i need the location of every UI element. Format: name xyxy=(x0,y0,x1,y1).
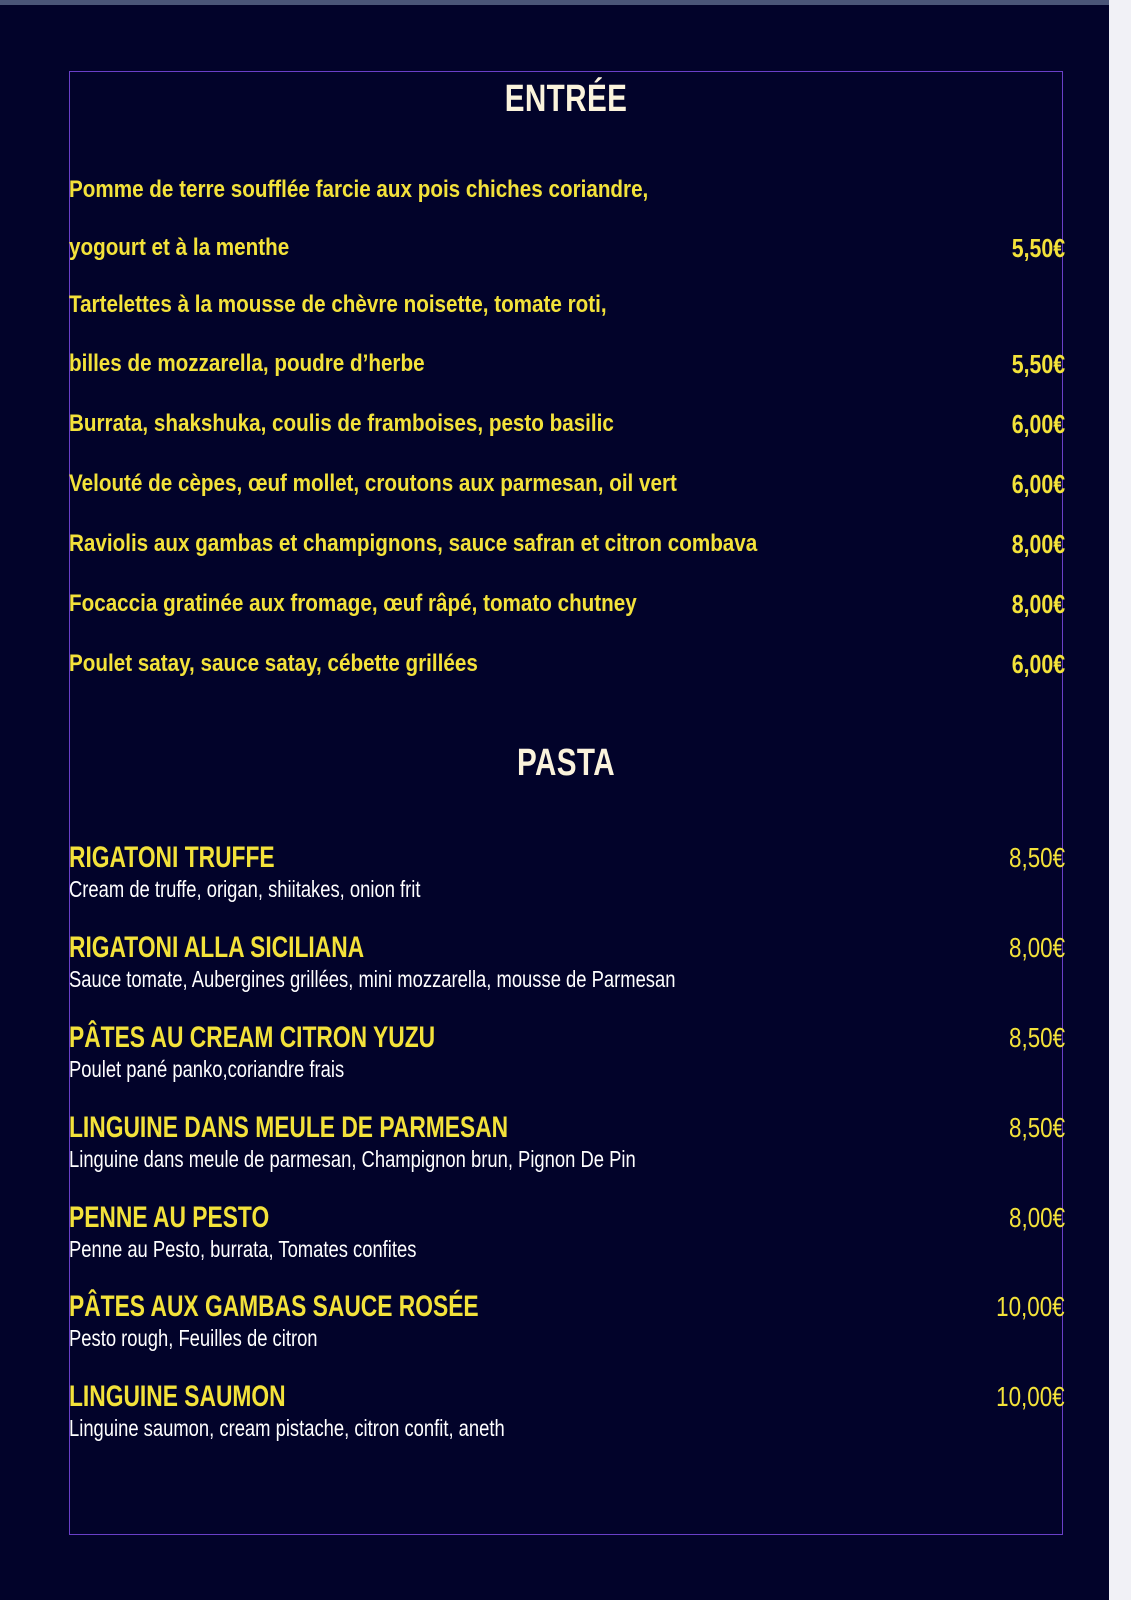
pasta-description: Sauce tomate, Aubergines grillées, mini mozzarella, mousse de Parmesan xyxy=(69,966,676,992)
pasta-item xyxy=(69,1290,1063,1354)
entree-line xyxy=(69,233,1063,263)
entree-line xyxy=(69,175,1063,205)
entree-text: Velouté de cèpes, œuf mollet, croutons aux parmesan, oil vert xyxy=(69,470,677,497)
top-edge xyxy=(0,0,1131,5)
entree-price: 8,00€ xyxy=(1011,589,1065,619)
section-title-pasta: PASTA xyxy=(516,742,616,784)
entree-text: billes de mozzarella, poudre d’herbe xyxy=(69,350,425,377)
entree-price: 8,00€ xyxy=(1011,529,1065,559)
entree-text: Raviolis aux gambas et champignons, sauce safran et citron combava xyxy=(69,530,758,557)
pasta-name: RIGATONI ALLA SICILIANA xyxy=(69,931,365,964)
pasta-price: 10,00€ xyxy=(996,1291,1065,1322)
entree-text: yogourt et à la menthe xyxy=(69,234,290,261)
pasta-name: PÂTES AU CREAM CITRON YUZU xyxy=(69,1021,436,1054)
entree-price: 6,00€ xyxy=(1011,649,1065,679)
entree-line xyxy=(69,649,1063,679)
pasta-name: LINGUINE SAUMON xyxy=(69,1380,286,1413)
entree-text: Poulet satay, sauce satay, cébette grillées xyxy=(69,650,478,677)
section-title-entree: ENTRÉE xyxy=(504,78,628,120)
entree-line xyxy=(69,529,1063,559)
entree-line xyxy=(69,409,1063,439)
entree-price: 6,00€ xyxy=(1011,409,1065,439)
entree-line xyxy=(69,589,1063,619)
entree-text: Focaccia gratinée aux fromage, œuf râpé, tomato chutney xyxy=(69,590,637,617)
pasta-item xyxy=(69,931,1063,995)
pasta-item xyxy=(69,841,1063,905)
entree-text: Pomme de terre soufflée farcie aux pois chiches coriandre, xyxy=(69,176,649,203)
pasta-item xyxy=(69,1021,1063,1085)
pasta-description: Poulet pané panko,coriandre frais xyxy=(69,1056,345,1082)
entree-line xyxy=(69,290,1063,320)
pasta-item xyxy=(69,1201,1063,1265)
pasta-price: 8,50€ xyxy=(1008,1112,1065,1143)
pasta-price: 8,50€ xyxy=(1008,1022,1065,1053)
entree-text: Burrata, shakshuka, coulis de framboises, pesto basilic xyxy=(69,410,614,437)
entree-price: 5,50€ xyxy=(1011,349,1065,379)
pasta-description: Penne au Pesto, burrata, Tomates confites xyxy=(69,1236,417,1262)
entree-text: Tartelettes à la mousse de chèvre noisette, tomate roti, xyxy=(69,291,607,318)
pasta-description: Linguine saumon, cream pistache, citron confit, aneth xyxy=(69,1415,505,1441)
entree-line xyxy=(69,469,1063,499)
pasta-description: Linguine dans meule de parmesan, Champignon brun, Pignon De Pin xyxy=(69,1146,636,1172)
entree-price: 5,50€ xyxy=(1011,233,1065,263)
pasta-description: Pesto rough, Feuilles de citron xyxy=(69,1325,318,1351)
entree-line xyxy=(69,349,1063,379)
pasta-name: LINGUINE DANS MEULE DE PARMESAN xyxy=(69,1111,509,1144)
pasta-price: 8,00€ xyxy=(1008,932,1065,963)
pasta-name: PÂTES AUX GAMBAS SAUCE ROSÉE xyxy=(69,1290,479,1323)
pasta-item xyxy=(69,1111,1063,1175)
pasta-price: 8,50€ xyxy=(1008,842,1065,873)
page-edge xyxy=(1109,0,1131,1600)
pasta-name: RIGATONI TRUFFE xyxy=(69,841,275,874)
pasta-item xyxy=(69,1380,1063,1444)
pasta-price: 10,00€ xyxy=(996,1381,1065,1412)
pasta-name: PENNE AU PESTO xyxy=(69,1201,270,1234)
entree-price: 6,00€ xyxy=(1011,469,1065,499)
pasta-description: Cream de truffe, origan, shiitakes, onion frit xyxy=(69,876,421,902)
pasta-price: 8,00€ xyxy=(1008,1202,1065,1233)
